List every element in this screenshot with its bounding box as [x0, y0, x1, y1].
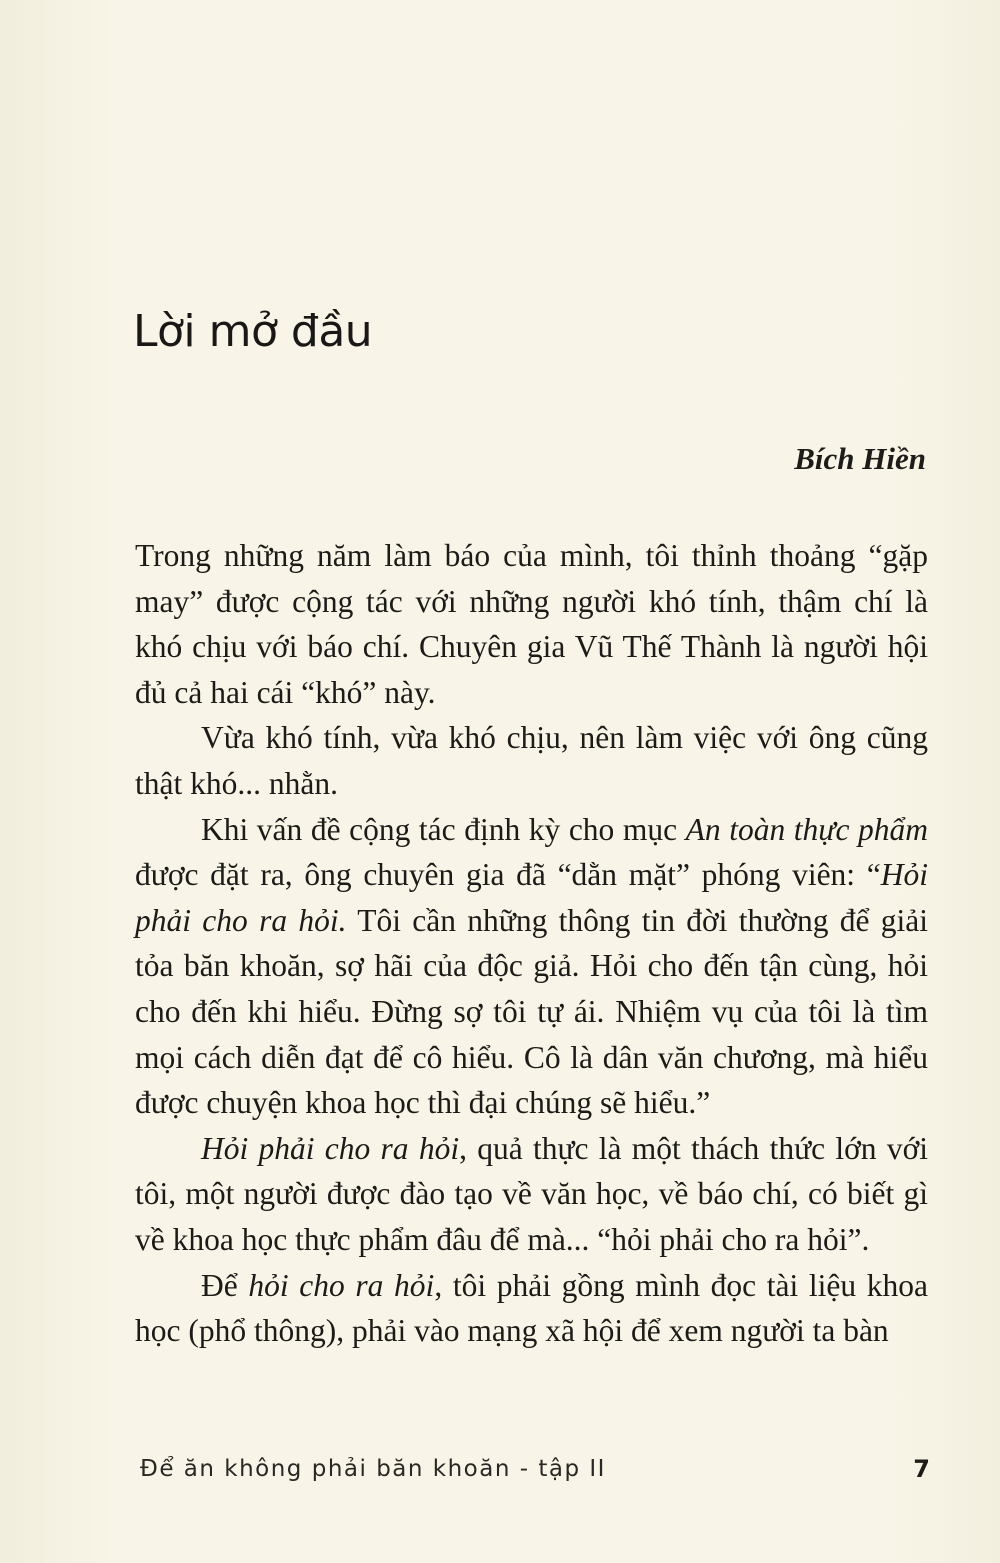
- paragraph-text: Để: [201, 1267, 249, 1303]
- running-footer-book-title: Để ăn không phải băn khoăn - tập II: [140, 1456, 606, 1482]
- page-number: 7: [913, 1455, 930, 1483]
- paragraph-text: , quả thực là một thách thức lớn với tôi, một người được đào tạo về văn học, về báo chí, có biết gì về khoa học thực phẩm đâu để mà... “hỏi phải cho ra hỏi”.: [135, 1130, 928, 1257]
- paragraph-text: Khi vấn đề cộng tác định kỳ cho mục: [201, 811, 686, 847]
- paragraph-2: [135, 715, 928, 806]
- paragraph-text: được đặt ra, ông chuyên gia đã “dằn mặt” phóng viên: “: [135, 857, 881, 893]
- paragraph-5: [135, 1263, 928, 1354]
- italic-phrase: hỏi cho ra hỏi: [248, 1267, 435, 1303]
- body-text: [135, 533, 928, 1354]
- italic-phrase: Hỏi phải cho ra hỏi: [201, 1130, 460, 1166]
- paragraph-1: [135, 533, 928, 715]
- italic-phrase: Hỏi phải cho ra hỏi.: [135, 857, 928, 938]
- paragraph-text: Trong những năm làm báo của mình, tôi thỉnh thoảng “gặp may” được cộng tác với những người khó tính, thậm chí là khó chịu với báo chí. Chuyên gia Vũ Thế Thành là người hội đủ cả hai cái “khó” này.: [135, 538, 928, 710]
- paragraph-4: [135, 1126, 928, 1263]
- paragraph-text: , tôi phải gồng mình đọc tài liệu khoa học (phổ thông), phải vào mạng xã hội để xem người ta bàn: [135, 1267, 929, 1349]
- paragraph-text: Tôi cần những thông tin đời thường để giải tỏa băn khoăn, sợ hãi của độc giả. Hỏi cho đến tận cùng, hỏi cho đến khi hiểu. Đừng sợ tôi tự ái. Nhiệm vụ của tôi là tìm mọi cách diễn đạt để cô hiểu. Cô là dân văn chương, mà hiểu được chuyện khoa học thì đại chúng sẽ hiểu.”: [135, 902, 928, 1121]
- paragraph-3: [135, 807, 928, 1126]
- italic-phrase: An toàn thực phẩm: [685, 811, 929, 847]
- chapter-title: Lời mở đầu: [133, 306, 373, 357]
- paragraph-text: Vừa khó tính, vừa khó chịu, nên làm việc với ông cũng thật khó... nhằn.: [135, 720, 928, 801]
- author-name: Bích Hiền: [794, 441, 926, 476]
